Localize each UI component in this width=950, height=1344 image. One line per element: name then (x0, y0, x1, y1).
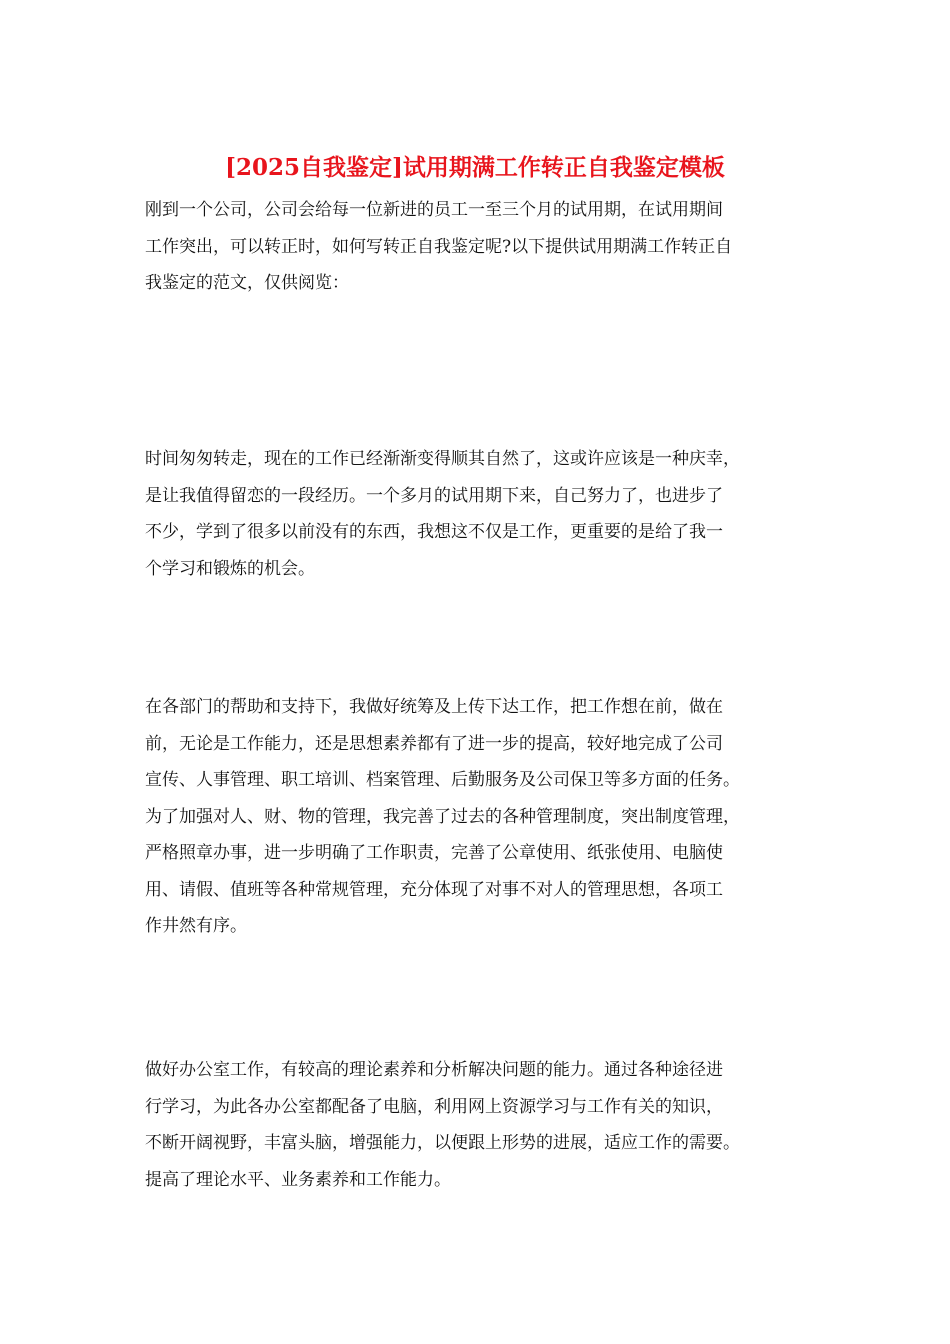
body-paragraph-3 (145, 1052, 810, 1198)
paragraph-line: 刚到一个公司，公司会给每一位新进的员工一至三个月的试用期，在试用期间 (145, 200, 723, 220)
body-paragraph-2 (145, 689, 810, 945)
paragraph-line: 工作突出，可以转正时，如何写转正自我鉴定呢?以下提供试用期满工作转正自 (145, 236, 733, 257)
paragraph-line: 为了加强对人、财、物的管理，我完善了过去的各种管理制度，突出制度管理， (145, 806, 740, 827)
paragraph-line: 时间匆匆转走，现在的工作已经渐渐变得顺其自然了，这或许应该是一种庆幸， (145, 449, 740, 469)
paragraph-line: 严格照章办事，进一步明确了工作职责，完善了公章使用、纸张使用、电脑使 (145, 843, 723, 863)
paragraph-line: 前，无论是工作能力，还是思想素养都有了进一步的提高，较好地完成了公司 (145, 733, 723, 754)
document-title: [2025自我鉴定]试用期满工作转正自我鉴定模板 (225, 154, 725, 181)
paragraph-line: 用、请假、值班等各种常规管理，充分体现了对事不对人的管理思想，各项工 (145, 879, 723, 900)
paragraph-line: 作井然有序。 (145, 916, 247, 936)
paragraph-line: 在各部门的帮助和支持下，我做好统筹及上传下达工作，把工作想在前，做在 (145, 697, 723, 717)
paragraph-line: 是让我值得留恋的一段经历。一个多月的试用期下来，自己努力了，也进步了 (145, 485, 723, 506)
paragraph-line: 行学习，为此各办公室都配备了电脑，利用网上资源学习与工作有关的知识， (145, 1096, 723, 1117)
body-paragraph-1 (145, 441, 810, 587)
paragraph-line: 做好办公室工作，有较高的理论素养和分析解决问题的能力。通过各种途径进 (145, 1060, 723, 1080)
paragraph-line: 我鉴定的范文，仅供阅览： (145, 273, 349, 293)
intro-paragraph (145, 192, 810, 302)
paragraph-line: 不断开阔视野，丰富头脑，增强能力，以便跟上形势的进展，适应工作的需要。 (145, 1133, 740, 1153)
paragraph-line: 不少，学到了很多以前没有的东西，我想这不仅是工作，更重要的是给了我一 (145, 522, 723, 542)
paragraph-line: 提高了理论水平、业务素养和工作能力。 (145, 1169, 451, 1190)
paragraph-line: 宣传、人事管理、职工培训、档案管理、后勤服务及公司保卫等多方面的任务。 (145, 770, 740, 790)
paragraph-line: 个学习和锻炼的机会。 (145, 558, 315, 579)
